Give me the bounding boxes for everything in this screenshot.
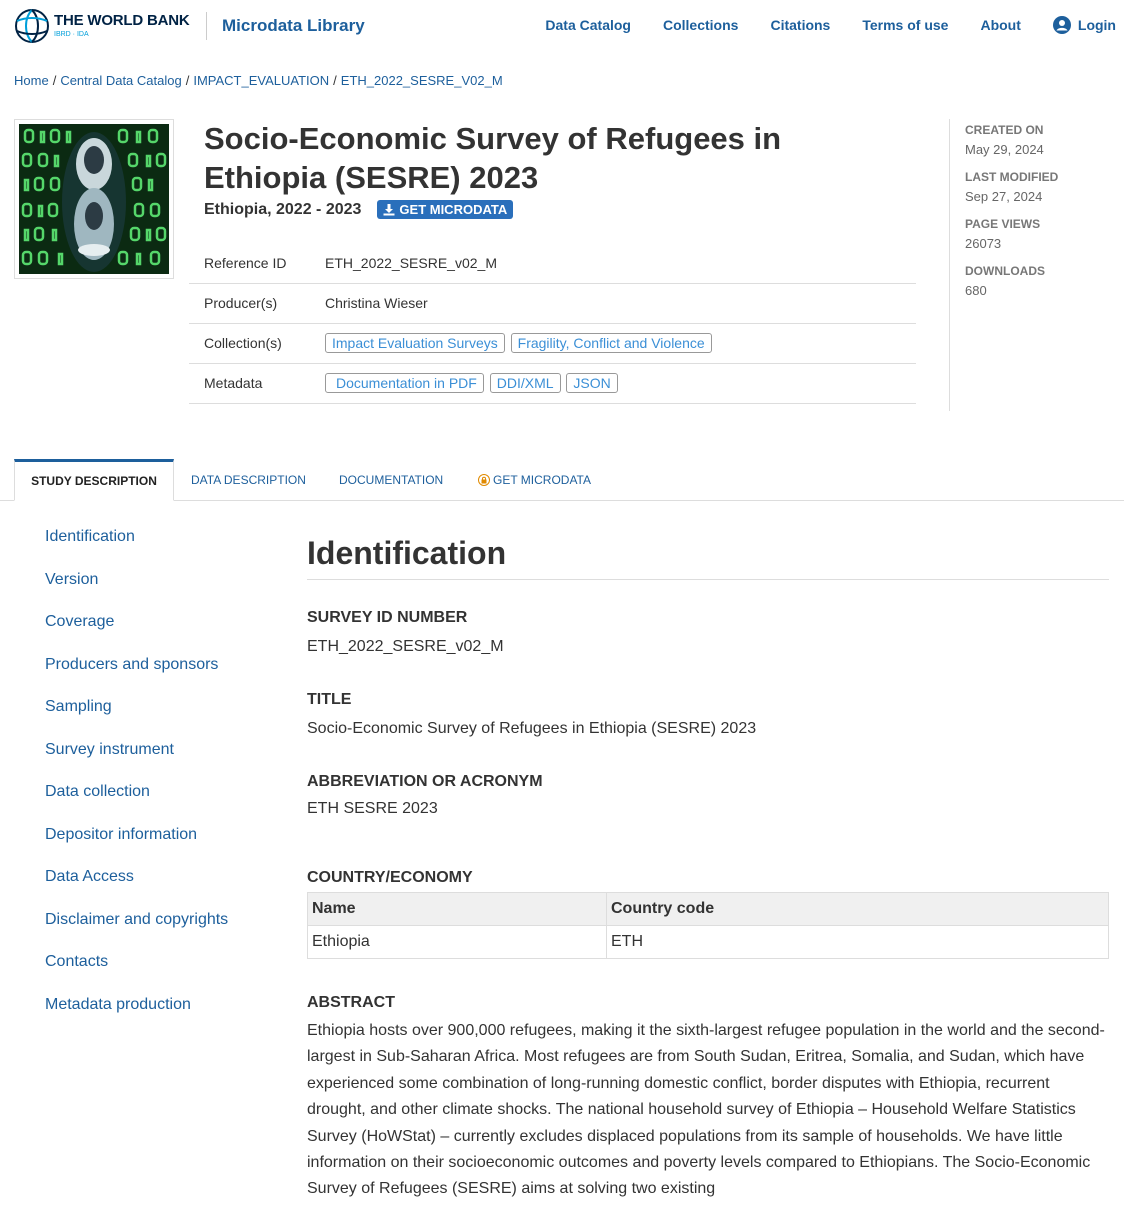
sidebar-item-depositor-information[interactable]: Depositor information bbox=[45, 825, 198, 843]
last-modified-label: LAST MODIFIED bbox=[965, 170, 1059, 184]
breadcrumb-home[interactable]: Home bbox=[14, 73, 49, 88]
breadcrumb-separator: / bbox=[52, 73, 57, 88]
table-row bbox=[308, 926, 1109, 959]
field-label: TITLE bbox=[307, 691, 352, 708]
tab-get-microdata-label: GET MICRODATA bbox=[493, 473, 592, 487]
main-nav bbox=[545, 16, 1116, 34]
main-content bbox=[307, 535, 1109, 1198]
country-table bbox=[307, 892, 1109, 959]
tab-get-microdata[interactable] bbox=[478, 459, 591, 501]
sidebar-item-data-access[interactable]: Data Access bbox=[45, 868, 134, 885]
metadata-row-metadata bbox=[189, 363, 916, 403]
lock-icon bbox=[478, 474, 490, 486]
get-microdata-button[interactable] bbox=[377, 200, 513, 219]
logo-divider bbox=[206, 12, 207, 40]
breadcrumb-study[interactable]: ETH_2022_SESRE_V02_M bbox=[340, 73, 503, 88]
country-code-cell: ETH bbox=[607, 926, 1109, 959]
login-label: Login bbox=[1077, 17, 1116, 33]
field-value: Socio-Economic Survey of Refugees in Ethiopia (SESRE) 2023 bbox=[307, 720, 757, 737]
sidebar-item-disclaimer[interactable]: Disclaimer and copyrights bbox=[45, 910, 229, 928]
metadata-pdf-link[interactable]: Documentation in PDF bbox=[325, 373, 484, 393]
tab-study-description[interactable]: STUDY DESCRIPTION bbox=[14, 459, 174, 501]
field-label: SURVEY ID NUMBER bbox=[307, 609, 468, 626]
sidebar-item-data-collection[interactable]: Data collection bbox=[45, 783, 150, 800]
field-label: ABBREVIATION OR ACRONYM bbox=[307, 773, 543, 790]
tab-documentation[interactable]: DOCUMENTATION bbox=[339, 473, 444, 487]
study-country-years: Ethiopia, 2022 - 2023 bbox=[204, 200, 362, 218]
metadata-ddi-xml-link[interactable]: DDI/XML bbox=[490, 373, 561, 393]
sidebar-item-metadata-production[interactable]: Metadata production bbox=[45, 995, 191, 1013]
sidebar-item-coverage[interactable]: Coverage bbox=[45, 613, 115, 630]
table-header-row bbox=[308, 893, 1109, 926]
nav-collections[interactable]: Collections bbox=[662, 17, 739, 33]
globe-logo-icon bbox=[14, 8, 50, 44]
user-circle-icon bbox=[1053, 16, 1071, 34]
producer-value: Christina Wieser bbox=[325, 283, 916, 323]
top-header bbox=[0, 0, 1124, 54]
sidebar-item-survey-instrument[interactable]: Survey instrument bbox=[45, 740, 174, 758]
page-views-label: PAGE VIEWS bbox=[965, 217, 1041, 231]
abstract-text: Ethiopia hosts over 900,000 refugees, making it the sixth-largest refugee population in the world and the second-largest in Sub-Saharan Africa. Most refugees are from South Sudan, Eritrea, Somalia, and Sudan, which have experienced some combination of long-running domestic conflict, border disputes with Ethiopia, recurrent drought, and other climate shocks. The national household survey of Ethiopia – Household Welfare Statistics Survey (HoWStat) – currently excludes displaced populations from its sample of households. We have little information on their socioeconomic outcomes and poverty levels compared to Ethiopians. The Socio-Economic Survey of Refugees (SESRE) aims at solving two existing bbox=[307, 1022, 1105, 1198]
breadcrumb-separator: / bbox=[185, 73, 190, 88]
study-stats-panel bbox=[949, 119, 1119, 411]
collection-tag-impact-evaluation[interactable]: Impact Evaluation Surveys bbox=[325, 333, 505, 353]
study-metadata-table bbox=[189, 243, 916, 404]
sidebar-item-identification[interactable]: Identification bbox=[45, 528, 135, 545]
field-country bbox=[307, 869, 1109, 959]
field-label: COUNTRY/ECONOMY bbox=[307, 869, 473, 886]
sidebar-item-version[interactable]: Version bbox=[45, 570, 99, 588]
column-header-country-code: Country code bbox=[607, 893, 1109, 926]
metadata-row-producers bbox=[189, 283, 916, 323]
nav-terms-of-use[interactable]: Terms of use bbox=[862, 17, 949, 33]
reference-id-value: ETH_2022_SESRE_v02_M bbox=[325, 243, 916, 283]
row-label: Collection(s) bbox=[189, 323, 325, 363]
field-abstract bbox=[307, 994, 1109, 1203]
column-header-name: Name bbox=[308, 893, 607, 926]
sidebar-item-producers-sponsors[interactable]: Producers and sponsors bbox=[45, 655, 219, 673]
section-sidebar-nav bbox=[45, 526, 228, 1036]
breadcrumb-impact-evaluation[interactable]: IMPACT_EVALUATION bbox=[193, 73, 330, 88]
created-on-label: CREATED ON bbox=[965, 123, 1044, 137]
binary-code-image bbox=[19, 124, 169, 274]
downloads-value: 680 bbox=[965, 283, 987, 298]
nav-citations[interactable]: Citations bbox=[770, 17, 831, 33]
field-label: ABSTRACT bbox=[307, 994, 395, 1011]
last-modified-value: Sep 27, 2024 bbox=[965, 189, 1043, 204]
collection-tag-fcv[interactable]: Fragility, Conflict and Violence bbox=[511, 333, 712, 353]
breadcrumb bbox=[14, 73, 503, 88]
nav-about[interactable]: About bbox=[980, 17, 1021, 33]
section-heading: Identification bbox=[307, 535, 1109, 580]
metadata-json-link[interactable]: JSON bbox=[566, 373, 617, 393]
field-value: ETH SESRE 2023 bbox=[307, 800, 438, 817]
metadata-row-reference-id bbox=[189, 243, 916, 283]
downloads-label: DOWNLOADS bbox=[965, 264, 1045, 278]
study-thumbnail bbox=[14, 119, 174, 279]
download-icon bbox=[383, 204, 395, 216]
created-on-value: May 29, 2024 bbox=[965, 142, 1044, 157]
nav-data-catalog[interactable]: Data Catalog bbox=[545, 17, 631, 33]
breadcrumb-central-data-catalog[interactable]: Central Data Catalog bbox=[60, 73, 182, 88]
world-bank-logo[interactable] bbox=[14, 8, 190, 44]
row-label: Reference ID bbox=[189, 243, 325, 283]
field-title bbox=[307, 691, 756, 738]
tab-data-description[interactable]: DATA DESCRIPTION bbox=[191, 473, 306, 487]
sidebar-item-contacts[interactable]: Contacts bbox=[45, 953, 109, 970]
row-label: Producer(s) bbox=[189, 283, 325, 323]
study-subtitle-row bbox=[204, 200, 513, 219]
page-views-value: 26073 bbox=[965, 236, 1002, 251]
country-name-cell: Ethiopia bbox=[308, 926, 607, 959]
field-abbreviation bbox=[307, 773, 543, 818]
row-label: Metadata bbox=[189, 363, 325, 403]
field-value: ETH_2022_SESRE_v02_M bbox=[307, 638, 504, 655]
study-title: Socio-Economic Survey of Refugees in Ethiopia (SESRE) 2023 bbox=[204, 121, 782, 195]
study-tabs bbox=[0, 459, 1124, 501]
site-name-link[interactable]: Microdata Library bbox=[222, 16, 365, 35]
breadcrumb-separator: / bbox=[333, 73, 337, 88]
get-microdata-label: GET MICRODATA bbox=[399, 202, 508, 217]
nav-login[interactable] bbox=[1053, 16, 1116, 34]
logo-subtitle: IBRD · IDA bbox=[54, 31, 89, 38]
metadata-row-collections bbox=[189, 323, 916, 363]
field-survey-id bbox=[307, 609, 504, 656]
sidebar-item-sampling[interactable]: Sampling bbox=[45, 698, 112, 715]
logo-title: THE WORLD BANK bbox=[54, 12, 190, 29]
